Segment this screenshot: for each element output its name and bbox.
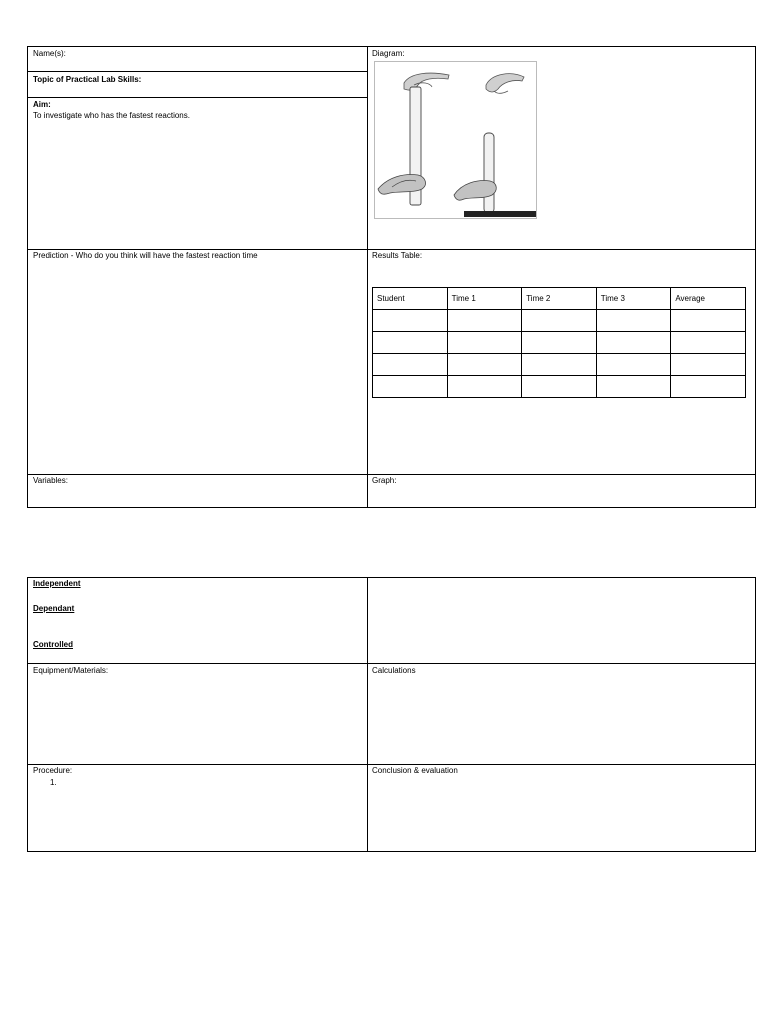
- reaction-ruler-drop-diagram: [374, 61, 537, 219]
- table-cell[interactable]: [596, 332, 671, 354]
- table-cell[interactable]: [522, 376, 597, 398]
- table-cell[interactable]: [671, 376, 746, 398]
- table-cell[interactable]: [522, 332, 597, 354]
- equipment-label: Equipment/Materials:: [33, 666, 109, 675]
- conclusion-label: Conclusion & evaluation: [372, 766, 458, 775]
- table-cell[interactable]: [447, 310, 522, 332]
- results-header-row: [373, 288, 746, 310]
- header-student: Student: [373, 288, 448, 310]
- table-cell[interactable]: [671, 354, 746, 376]
- dependant-variable-label: Dependant: [33, 604, 75, 613]
- header-time-2: Time 2: [522, 288, 597, 310]
- table-cell[interactable]: [373, 310, 448, 332]
- aim-label: Aim:: [33, 100, 51, 109]
- table-cell[interactable]: [373, 376, 448, 398]
- prediction-label: Prediction - Who do you think will have the fastest reaction time: [33, 251, 258, 260]
- header-time-1: Time 1: [447, 288, 522, 310]
- table-row: [373, 376, 746, 398]
- ruler-right: [484, 133, 494, 213]
- table-cell[interactable]: [447, 376, 522, 398]
- header-average: Average: [671, 288, 746, 310]
- diagram-caption-bar: [464, 211, 536, 217]
- results-table: [372, 287, 746, 398]
- topic-divider: [27, 97, 367, 98]
- bottom-column-divider: [367, 577, 368, 852]
- independent-variable-label: Independent: [33, 579, 81, 588]
- calculations-label: Calculations: [372, 666, 416, 675]
- table-row: [373, 332, 746, 354]
- procedure-label: Procedure:: [33, 766, 73, 775]
- table-cell[interactable]: [373, 332, 448, 354]
- graph-label: Graph:: [372, 476, 397, 485]
- table-cell[interactable]: [671, 332, 746, 354]
- table-row: [373, 354, 746, 376]
- table-cell[interactable]: [373, 354, 448, 376]
- table-cell[interactable]: [671, 310, 746, 332]
- topic-field-label[interactable]: Topic of Practical Lab Skills:: [33, 75, 142, 84]
- table-cell[interactable]: [522, 310, 597, 332]
- row3-divider: [27, 474, 756, 475]
- diagram-label: Diagram:: [372, 49, 405, 58]
- bottom-row2-divider: [27, 764, 756, 765]
- table-cell[interactable]: [596, 376, 671, 398]
- results-table-label: Results Table:: [372, 251, 423, 260]
- table-cell[interactable]: [447, 354, 522, 376]
- aim-text: To investigate who has the fastest reactions.: [33, 111, 190, 120]
- variables-label: Variables:: [33, 476, 68, 485]
- names-field-label[interactable]: Name(s):: [33, 49, 66, 58]
- table-cell[interactable]: [447, 332, 522, 354]
- procedure-list-item[interactable]: 1.: [50, 778, 57, 787]
- header-time-3: Time 3: [596, 288, 671, 310]
- table-cell[interactable]: [596, 354, 671, 376]
- table-cell[interactable]: [522, 354, 597, 376]
- top-column-divider: [367, 46, 368, 508]
- names-divider: [27, 71, 367, 72]
- table-row: [373, 310, 746, 332]
- controlled-variable-label: Controlled: [33, 640, 73, 649]
- row2-divider: [27, 249, 756, 250]
- table-cell[interactable]: [596, 310, 671, 332]
- bottom-worksheet-frame: [27, 577, 756, 852]
- bottom-row1-divider: [27, 663, 756, 664]
